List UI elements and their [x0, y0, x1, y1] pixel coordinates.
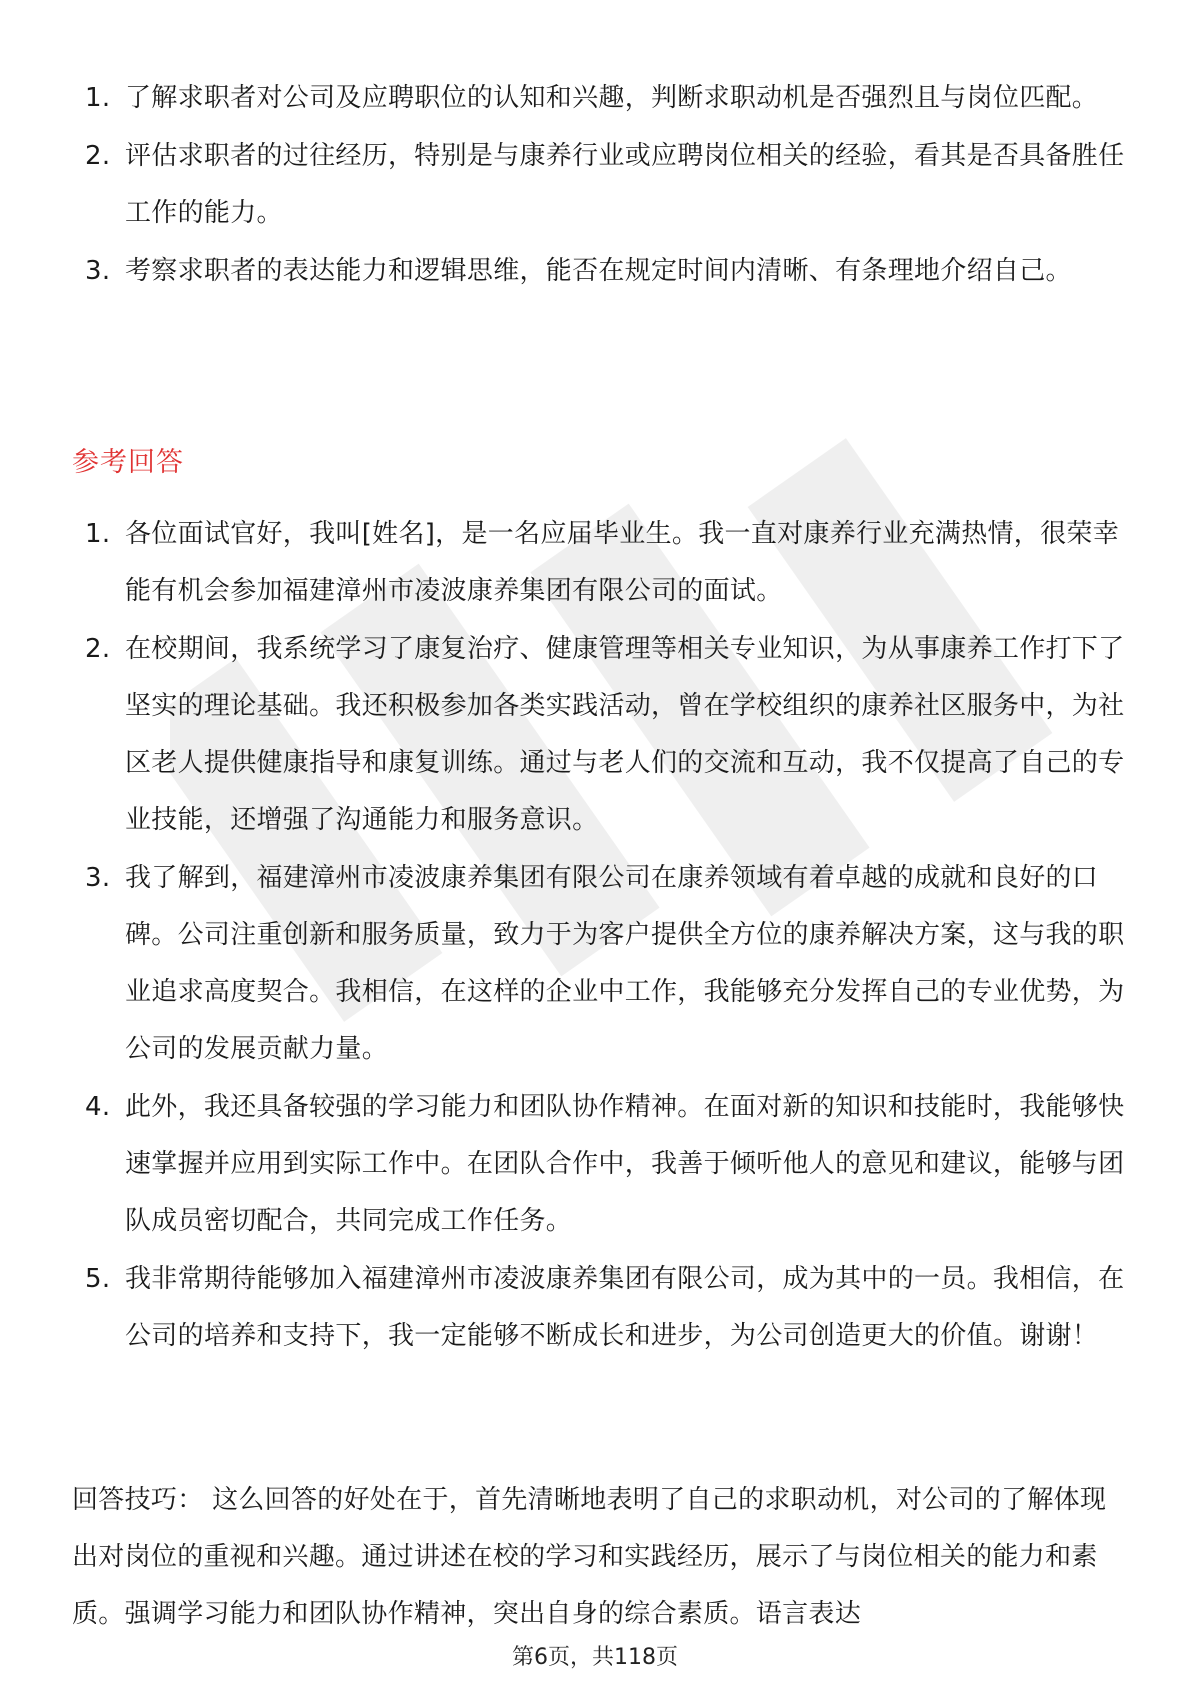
list-item-number: 1. — [85, 83, 111, 113]
list-item — [85, 128, 1125, 242]
answer-list — [85, 506, 1125, 1366]
list-item-text: 我非常期待能够加入福建漳州市凌波康养集团有限公司，成为其中的一员。我相信，在公司的培养和支持下，我一定能够不断成长和进步，为公司创造更大的价值。谢谢！ — [125, 1264, 1125, 1351]
list-item-number: 4. — [85, 1092, 111, 1122]
list-item — [85, 70, 1125, 127]
list-item-number: 3. — [85, 256, 111, 286]
list-item — [85, 850, 1125, 1078]
list-item-text: 各位面试官好，我叫[姓名]，是一名应届毕业生。我一直对康养行业充满热情，很荣幸能有机会参加福建漳州市凌波康养集团有限公司的面试。 — [125, 519, 1119, 606]
list-item — [85, 506, 1125, 620]
list-item-text: 评估求职者的过往经历，特别是与康养行业或应聘岗位相关的经验，看其是否具备胜任工作的能力。 — [125, 141, 1125, 228]
list-item — [85, 621, 1125, 849]
list-item-number: 2. — [85, 141, 111, 171]
list-item-number: 5. — [85, 1264, 111, 1294]
answer-tips-paragraph: 回答技巧： 这么回答的好处在于，首先清晰地表明了自己的求职动机，对公司的了解体现出对岗位的重视和兴趣。通过讲述在校的学习和实践经历，展示了与岗位相关的能力和素质。强调学习能力和团队协作精神，突出自身的综合素质。语言表达 — [72, 1485, 1107, 1629]
list-item — [85, 243, 1125, 300]
list-item — [85, 1251, 1125, 1365]
page-number-footer: 第6页，共118页 — [512, 1645, 678, 1670]
list-item — [85, 1079, 1125, 1250]
purpose-list — [85, 70, 1125, 301]
section-heading-reference-answer: 参考回答 — [72, 447, 184, 478]
list-item-text: 考察求职者的表达能力和逻辑思维，能否在规定时间内清晰、有条理地介绍自己。 — [125, 256, 1072, 286]
list-item-text: 此外，我还具备较强的学习能力和团队协作精神。在面对新的知识和技能时，我能够快速掌握并应用到实际工作中。在团队合作中，我善于倾听他人的意见和建议，能够与团队成员密切配合，共同完成工作任务。 — [125, 1092, 1125, 1236]
list-item-text: 在校期间，我系统学习了康复治疗、健康管理等相关专业知识，为从事康养工作打下了坚实的理论基础。我还积极参加各类实践活动，曾在学校组织的康养社区服务中，为社区老人提供健康指导和康复训练。通过与老人们的交流和互动，我不仅提高了自己的专业技能，还增强了沟通能力和服务意识。 — [125, 634, 1125, 835]
list-item-text: 我了解到，福建漳州市凌波康养集团有限公司在康养领域有着卓越的成就和良好的口碑。公司注重创新和服务质量，致力于为客户提供全方位的康养解决方案，这与我的职业追求高度契合。我相信，在这样的企业中工作，我能够充分发挥自己的专业优势，为公司的发展贡献力量。 — [125, 863, 1125, 1064]
list-item-text: 了解求职者对公司及应聘职位的认知和兴趣，判断求职动机是否强烈且与岗位匹配。 — [125, 83, 1099, 113]
list-item-number: 3. — [85, 863, 111, 893]
list-item-number: 1. — [85, 519, 111, 549]
list-item-number: 2. — [85, 634, 111, 664]
